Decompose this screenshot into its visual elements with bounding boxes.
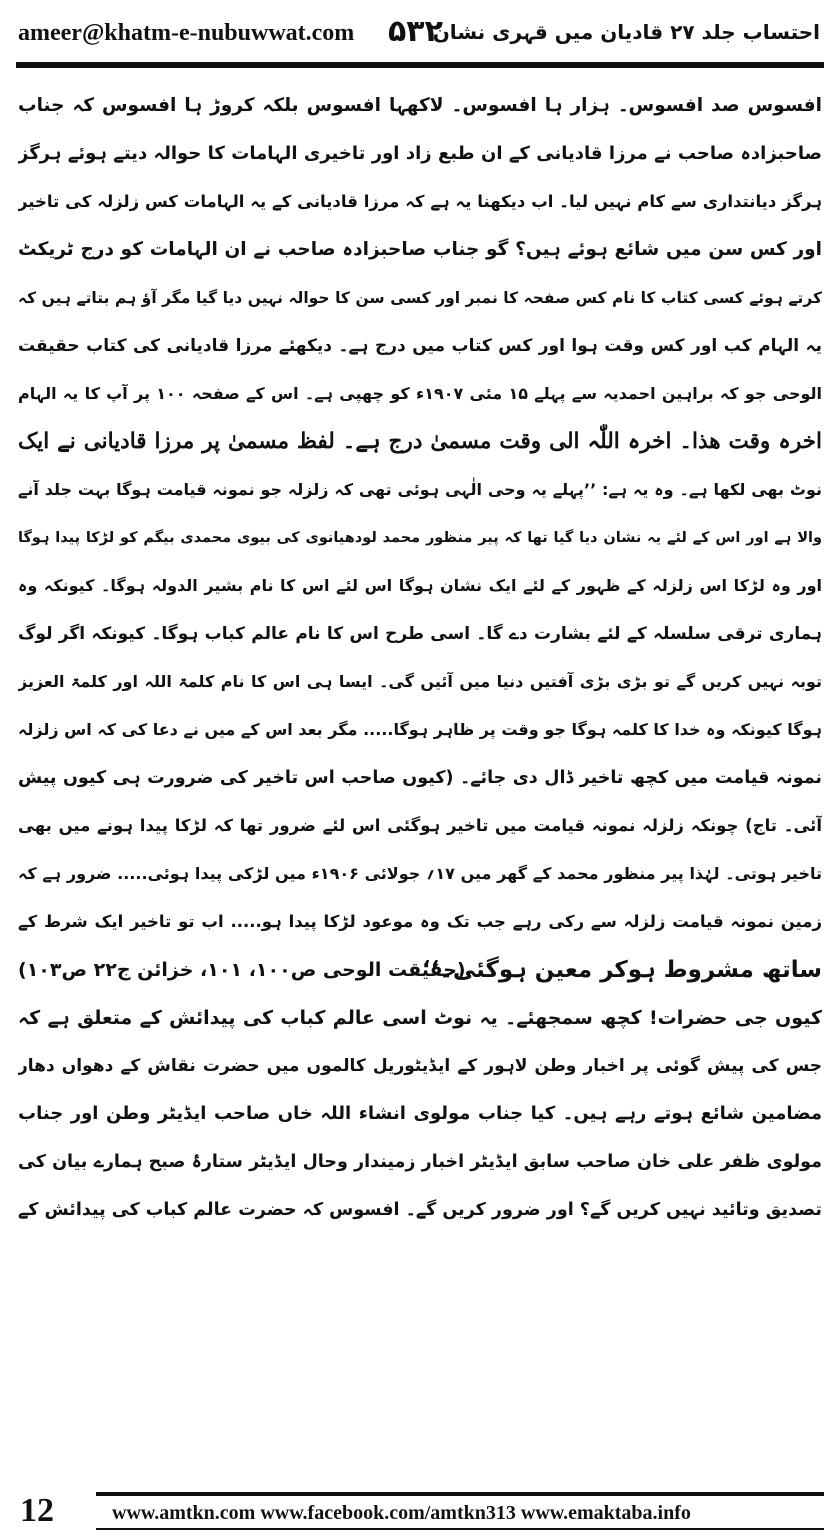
body-line: نمونہ قیامت میں کچھ تاخیر ڈال دی جائے۔ (کیوں صاحب اس تاخیر کی ضرورت ہی کیوں پیش xyxy=(18,768,822,788)
body-line: ہوگا کیونکہ وہ خدا کا کلمہ ہوگا جو وقت پر ظاہر ہوگا..... مگر بعد اس کے میں نے دعا کی کہ اس زلزلہ xyxy=(18,720,822,739)
body-text xyxy=(18,82,822,1234)
body-line: یہ الہام کب اور کس وقت ہوا اور کس کتاب میں درج ہے۔ دیکھئے مرزا قادیانی کی کتاب حقیقت xyxy=(18,336,822,356)
header-page-number: ۵۳۲ xyxy=(388,14,443,49)
footer-number: 12 xyxy=(20,1492,54,1529)
body-line: تصدیق وتائید نہیں کریں گے؟ اور ضرور کریں گے۔ افسوس کہ حضرت عالم کباب کی پیدائش کے xyxy=(18,1200,822,1220)
body-line: ہرگز دیانتداری سے کام نہیں لیا۔ اب دیکھنا یہ ہے کہ مرزا قادیانی کے یہ الہامات کس زلزلہ کی تاخیر xyxy=(18,192,822,211)
body-line: صاحبزادہ صاحب نے مرزا قادیانی کے ان طبع زاد اور تاخیری الہامات کا حوالہ دیتے ہوئے ہرگز xyxy=(18,143,822,164)
body-line: توبہ نہیں کریں گے تو بڑی بڑی آفتیں دنیا میں آئیں گی۔ ایسا ہی اس کا نام کلمۃ اللہ اور کلمۃ العزیز xyxy=(18,672,822,691)
page-footer xyxy=(16,1490,824,1530)
body-line: آئی۔ تاج) چونکہ زلزلہ نمونہ قیامت میں تاخیر ہوگئی اس لئے ضرور تھا کہ لڑکا پیدا ہونے میں بھی xyxy=(18,816,822,835)
body-line: زمین نمونہ قیامت زلزلہ سے رکی رہے جب تک وہ موعود لڑکا پیدا ہو..... اب تو تاخیر ایک شرط کے xyxy=(18,912,822,931)
header-email: ameer@khatm-e-nubuwwat.com xyxy=(18,20,355,46)
page-header xyxy=(16,14,824,56)
quote-end-text: ساتھ مشروط ہوکر معین ہوگئی۔‘‘ xyxy=(421,957,822,983)
body-line: کرتے ہوئے کسی کتاب کا نام کس صفحہ کا نمبر اور کسی سن کا حوالہ نہیں دیا گیا مگر آؤ ہم بتاتے ہیں کہ xyxy=(18,289,822,307)
body-line: کیوں جی حضرات! کچھ سمجھئے۔ یہ نوٹ اسی عالم کباب کی پیدائش کے متعلق ہے کہ xyxy=(18,1007,822,1029)
body-line: اور کس سن میں شائع ہوئے ہیں؟ گو جناب صاحبزادہ صاحب نے ان الہامات کو درج ٹریکٹ xyxy=(18,239,822,260)
body-line: مضامین شائع ہوتے رہے ہیں۔ کیا جناب مولوی انشاء اللہ خاں صاحب ایڈیٹر وطن اور جناب xyxy=(18,1103,822,1124)
body-line: اخرہ وقت ھذا۔ اخرہ اللّٰہ الی وقت مسمیٰ درج ہے۔ لفظ مسمیٰ پر مرزا قادیانی نے ایک xyxy=(18,429,822,454)
body-line: اور وہ لڑکا اس زلزلہ کے ظہور کے لئے ایک نشان ہوگا اس لئے اس کا نام بشیر الدولہ ہوگا۔ کیونکہ وہ xyxy=(18,576,822,595)
body-line: والا ہے اور اس کے لئے یہ نشان دیا گیا تھا کہ پیر منظور محمد لودھیانوی کی بیوی محمدی بیگم کو لڑکا پیدا ہوگا xyxy=(18,530,822,546)
body-line: ہماری ترقی سلسلہ کے لئے بشارت دے گا۔ اسی طرح اس کا نام عالم کباب ہوگا۔ کیونکہ اگر لوگ xyxy=(18,624,822,644)
footer-rule-bottom xyxy=(96,1528,824,1530)
body-line: جس کی پیش گوئی پر اخبار وطن لاہور کے ایڈیٹوریل کالموں میں حضرت نقاش کے دھواں دھار xyxy=(18,1056,822,1076)
quote-end-row xyxy=(18,946,822,994)
body-line: نوٹ بھی لکھا ہے۔ وہ یہ ہے: ’’پہلے یہ وحی الٰہی ہوئی تھی کہ زلزلہ جو نمونہ قیامت ہوگا بہت جلد آنے xyxy=(18,480,822,499)
footer-urls: www.amtkn.com www.facebook.com/amtkn313 www.emaktaba.info xyxy=(112,1502,691,1524)
body-line: تاخیر ہوتی۔ لہٰذا پیر منظور محمد کے گھر میں ۱۷؍ جولائی ۱۹۰۶ء میں لڑکی پیدا ہوئی..... ضرور ہے کہ xyxy=(18,864,822,883)
header-rule xyxy=(16,62,824,68)
citation: (حقیقت الوحی ص۱۰۰، ۱۰۱، خزائن ج۲۲ ص۱۰۳) xyxy=(18,959,466,981)
footer-rule-top xyxy=(96,1492,824,1496)
body-line: افسوس صد افسوس۔ ہزار ہا افسوس۔ لاکھہا افسوس بلکہ کروڑ ہا افسوس کہ جناب xyxy=(18,95,822,116)
body-line: الوحی جو کہ براہین احمدیہ سے پہلے ۱۵ مئی ۱۹۰۷ء کو چھپی ہے۔ اس کے صفحہ ۱۰۰ پر آپ کا یہ الہام xyxy=(18,384,822,403)
header-title: احتساب جلد ۲۷ قادیان میں قہری نشان xyxy=(432,20,820,44)
body-line: مولوی ظفر علی خان صاحب سابق ایڈیٹر اخبار زمیندار وحال ایڈیٹر ستارۂ صبح ہمارے بیان کی xyxy=(18,1152,822,1172)
